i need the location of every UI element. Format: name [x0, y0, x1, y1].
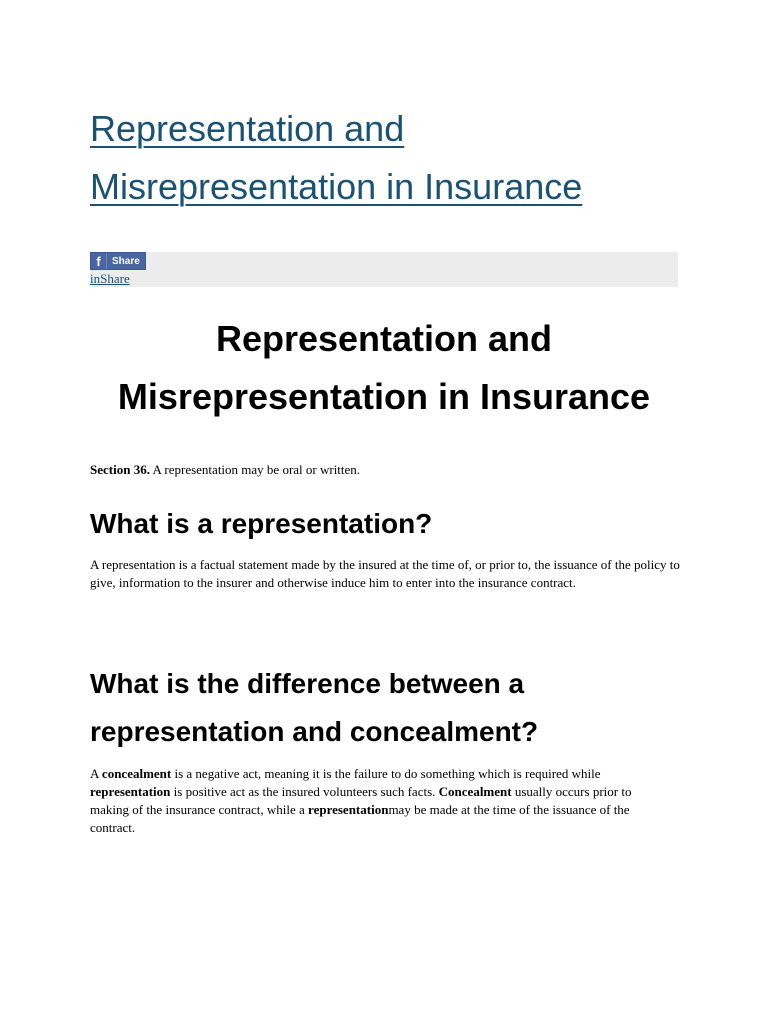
facebook-share-button[interactable] — [90, 252, 146, 270]
bold-term-concealment: concealment — [101, 766, 172, 781]
text-segment: is positive act as the insured volunteers such facts. — [170, 784, 439, 799]
bold-term-representation: representation — [90, 784, 171, 799]
share-bar — [90, 252, 678, 287]
text-segment: may be made at the time of the issuance of the contract. — [90, 802, 630, 835]
facebook-icon: f — [91, 253, 107, 269]
text-segment: A — [90, 766, 102, 781]
linkedin-inshare-link[interactable]: inShare — [90, 271, 130, 286]
main-heading-line-1: Representation and — [215, 318, 553, 359]
heading-difference-line-2: representation and concealment? — [90, 716, 539, 747]
section-36-text: A representation may be oral or written. — [149, 462, 361, 477]
difference-paragraph — [90, 765, 660, 837]
representation-definition: A representation is a factual statement made by the insured at the time of, or prior to, the issuance of the policy to give, information to the insurer and otherwise induce him to enter into the insurance contract. — [90, 557, 680, 590]
title-link[interactable] — [90, 100, 730, 216]
bold-term-concealment: Concealment — [438, 784, 512, 799]
section-36-label: Section 36. — [90, 462, 150, 477]
heading-difference-line-1: What is the difference between a — [90, 668, 525, 699]
text-segment: usually occurs prior to making of the insurance contract, while a — [90, 784, 632, 817]
bold-term-representation: representation — [308, 802, 389, 817]
heading-difference — [90, 660, 710, 756]
section-36-paragraph — [90, 461, 690, 479]
main-heading — [80, 310, 688, 426]
title-link-line-1: Representation and — [90, 108, 405, 149]
text-segment: is a negative act, meaning it is the failure to do something which is required while — [171, 766, 601, 781]
main-heading-line-2: Misrepresentation in Insurance — [117, 376, 651, 417]
title-link-line-2: Misrepresentation in Insurance — [90, 166, 583, 207]
facebook-share-label: Share — [112, 255, 140, 267]
heading-what-is-representation: What is a representation? — [90, 508, 433, 539]
